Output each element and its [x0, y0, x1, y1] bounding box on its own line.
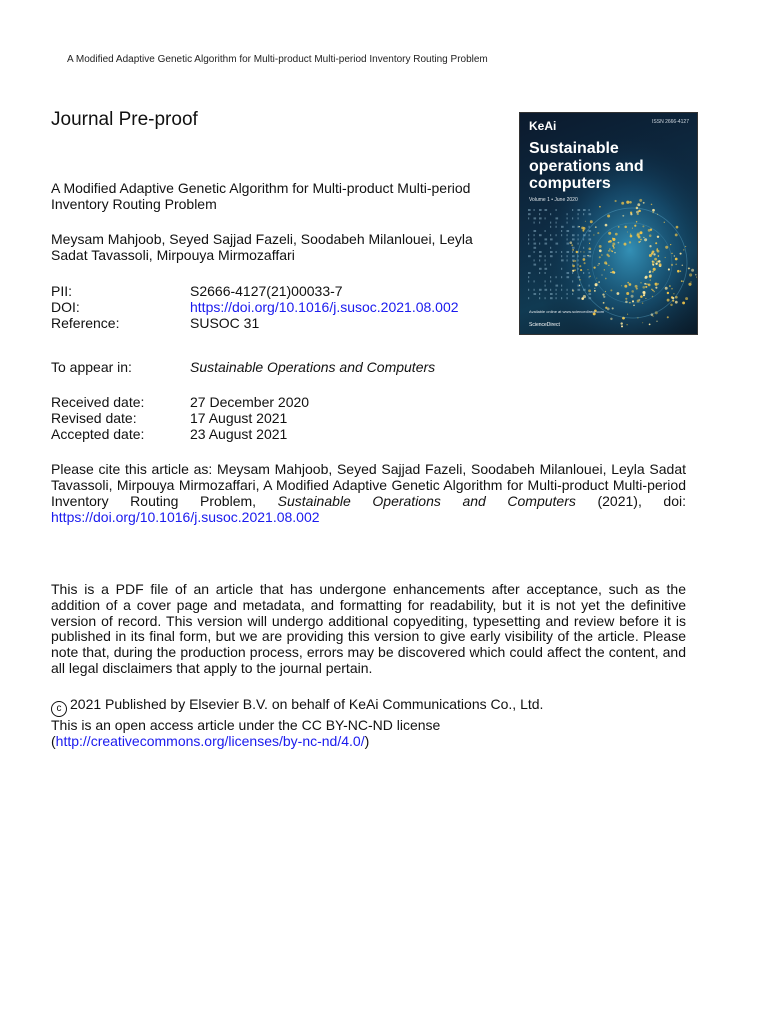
revised-label: Revised date: — [51, 410, 137, 426]
author-list: Meysam Mahjoob, Seyed Sajjad Fazeli, Soodabeh Milanlouei, Leyla Sadat Tavassoli, Mirpouya Mirmozaffari — [51, 231, 473, 263]
cover-publisher: ScienceDirect — [529, 322, 560, 328]
pii-label: PII: — [51, 283, 73, 299]
journal-cover-image — [519, 112, 698, 335]
cover-availability: Available online at www.sciencedirect.com — [529, 309, 605, 314]
citation-paragraph — [51, 461, 686, 525]
cover-volume: Volume 1 • June 2020 — [529, 197, 578, 203]
dates-block — [51, 394, 309, 442]
reference-label: Reference: — [51, 315, 120, 331]
identifiers-block — [51, 283, 459, 331]
cover-brand-logo: KeAi — [529, 119, 557, 133]
doi-label: DOI: — [51, 299, 80, 315]
accepted-date: 23 August 2021 — [190, 426, 288, 442]
journal-name: Sustainable Operations and Computers — [190, 359, 436, 375]
open-access-text: This is an open access article under the CC BY-NC-ND license — [51, 717, 441, 733]
revised-date: 17 August 2021 — [190, 410, 288, 426]
cover-issn: ISSN 2666-4127 — [652, 119, 689, 125]
appear-in-block — [51, 359, 435, 375]
citation-journal: Sustainable Operations and Computers — [277, 493, 576, 509]
license-link[interactable]: http://creativecommons.org/licenses/by-nc-nd/4.0/ — [55, 733, 365, 749]
article-title: A Modified Adaptive Genetic Algorithm for Multi-product Multi-period Inventory Routing Problem — [51, 180, 471, 212]
cover-title: Sustainable operations and computers — [529, 140, 644, 192]
copyright-text: 2021 Published by Elsevier B.V. on behalf of KeAi Communications Co., Ltd. — [70, 696, 544, 712]
citation-text: Please cite this article as: Meysam Mahjoob, Seyed Sajjad Fazeli, Soodabeh Milanlouei, Leyla Sadat Tavassoli, Mirpouya Mirmozaffari, A Modified Adaptive Genetic Algorithm for Multi-product Multi-period Inventory Routing Problem, — [51, 461, 686, 509]
citation-year-doi: (2021), doi: — [597, 493, 687, 509]
running-header: A Modified Adaptive Genetic Algorithm for Multi-product Multi-period Inventory Routing Problem — [67, 54, 488, 65]
preproof-notice: This is a PDF file of an article that has undergone enhancements after acceptance, such as the addition of a cover page and metadata, and formatting for readability, but it is not yet the definitive version of record. This version will undergo additional copyediting, typesetting and review before it is published in its final form, but we are providing this version to give early visibility of the article. Please note that, during the production process, errors may be discovered which could affect the content, and all legal disclaimers that apply to the journal pertain. — [51, 581, 686, 676]
preproof-heading: Journal Pre-proof — [51, 109, 198, 130]
appear-label: To appear in: — [51, 359, 132, 375]
license-block — [51, 696, 543, 749]
reference-value: SUSOC 31 — [190, 315, 260, 331]
citation-doi-link[interactable]: https://doi.org/10.1016/j.susoc.2021.08.002 — [51, 509, 320, 525]
doi-link[interactable]: https://doi.org/10.1016/j.susoc.2021.08.002 — [190, 299, 459, 315]
received-label: Received date: — [51, 394, 145, 410]
accepted-label: Accepted date: — [51, 426, 145, 442]
license-url-line: (http://creativecommons.org/licenses/by-nc-nd/4.0/) — [51, 733, 370, 749]
pii-value: S2666-4127(21)00033-7 — [190, 283, 343, 299]
received-date: 27 December 2020 — [190, 394, 310, 410]
copyright-icon: c — [51, 701, 67, 717]
